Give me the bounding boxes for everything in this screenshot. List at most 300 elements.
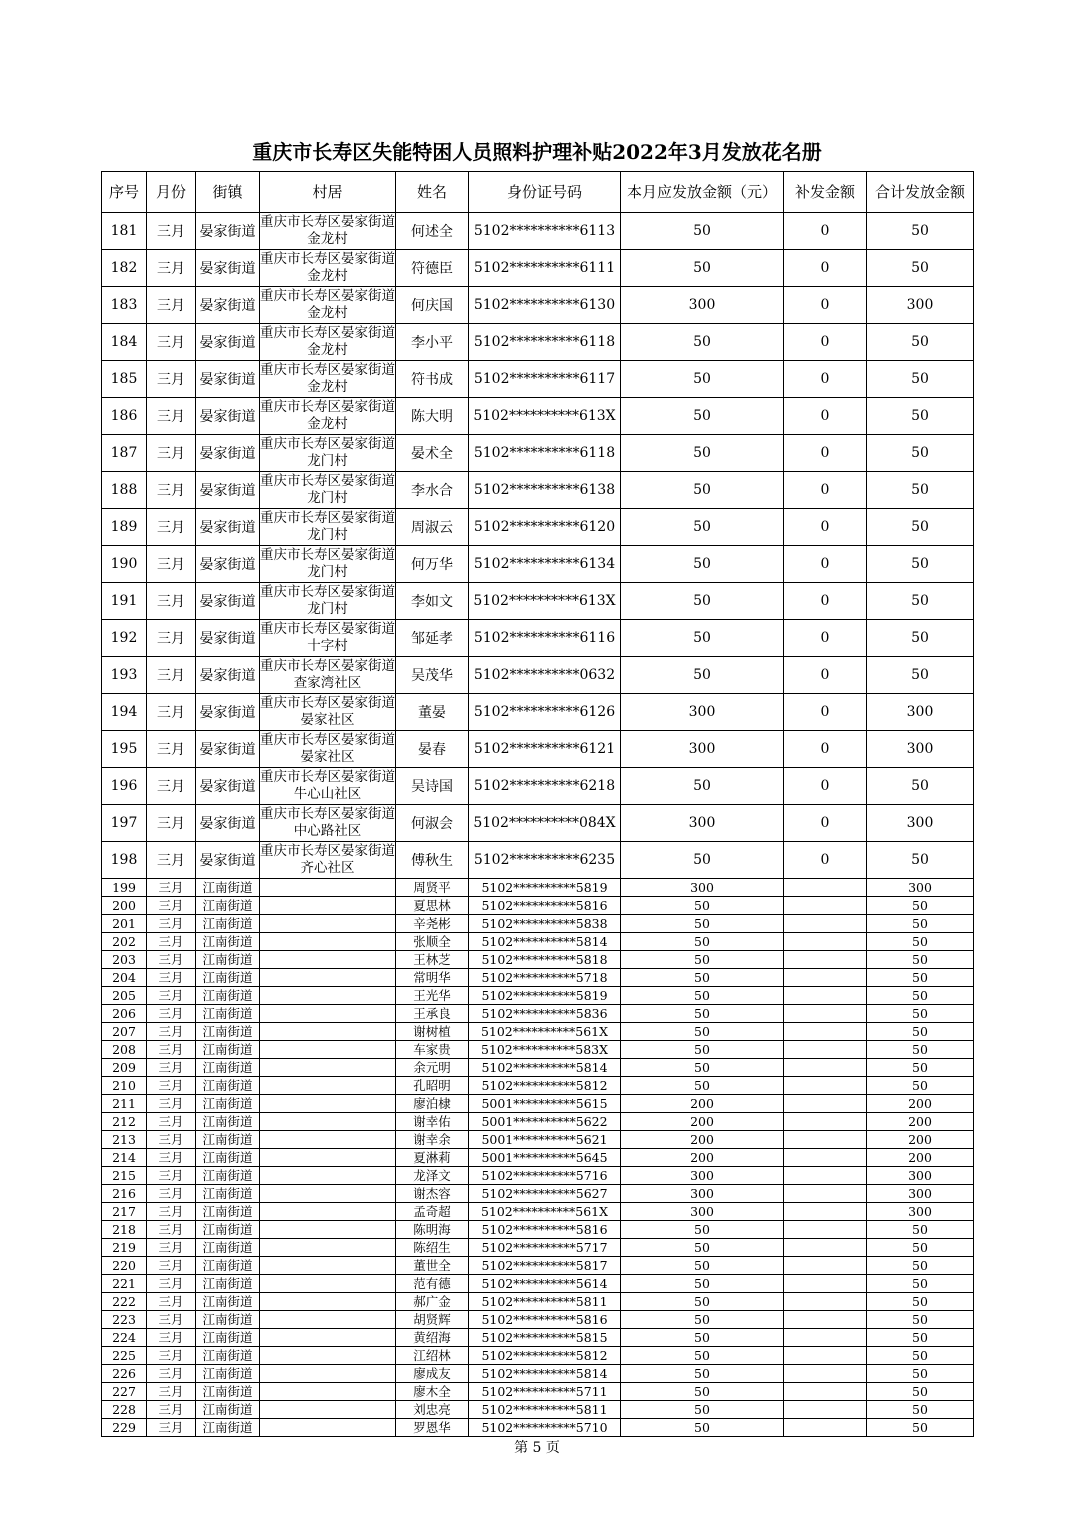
cell-village: 重庆市长寿区晏家街道龙门村 bbox=[260, 546, 396, 583]
cell-village bbox=[260, 1203, 396, 1221]
cell-name: 符书成 bbox=[396, 361, 469, 398]
cell-id: 5102**********561X bbox=[469, 1023, 621, 1041]
cell-total: 50 bbox=[867, 1275, 974, 1293]
cell-amount: 50 bbox=[621, 1365, 784, 1383]
cell-no: 228 bbox=[102, 1401, 147, 1419]
cell-total: 50 bbox=[867, 1041, 974, 1059]
cell-back-pay bbox=[784, 879, 867, 897]
cell-name: 符德臣 bbox=[396, 250, 469, 287]
cell-no: 205 bbox=[102, 987, 147, 1005]
cell-id: 5102**********5816 bbox=[469, 1221, 621, 1239]
cell-name: 陈绍生 bbox=[396, 1239, 469, 1257]
cell-no: 206 bbox=[102, 1005, 147, 1023]
cell-amount: 50 bbox=[621, 1257, 784, 1275]
table-row bbox=[102, 1203, 974, 1221]
table-row bbox=[102, 583, 974, 620]
cell-town: 晏家街道 bbox=[196, 768, 260, 805]
cell-no: 216 bbox=[102, 1185, 147, 1203]
cell-month: 三月 bbox=[147, 897, 196, 915]
cell-village: 重庆市长寿区晏家街道龙门村 bbox=[260, 509, 396, 546]
cell-month: 三月 bbox=[147, 805, 196, 842]
cell-name: 廖泊棣 bbox=[396, 1095, 469, 1113]
cell-amount: 50 bbox=[621, 1329, 784, 1347]
cell-month: 三月 bbox=[147, 1185, 196, 1203]
cell-village bbox=[260, 1077, 396, 1095]
cell-id: 5102**********5814 bbox=[469, 1059, 621, 1077]
cell-back-pay: 0 bbox=[784, 435, 867, 472]
cell-town: 晏家街道 bbox=[196, 398, 260, 435]
cell-amount: 300 bbox=[621, 694, 784, 731]
cell-month: 三月 bbox=[147, 879, 196, 897]
cell-name: 王承良 bbox=[396, 1005, 469, 1023]
cell-back-pay bbox=[784, 1095, 867, 1113]
cell-id: 5001**********5615 bbox=[469, 1095, 621, 1113]
cell-back-pay bbox=[784, 933, 867, 951]
cell-name: 何庆国 bbox=[396, 287, 469, 324]
table-row bbox=[102, 1131, 974, 1149]
cell-back-pay: 0 bbox=[784, 361, 867, 398]
cell-total: 50 bbox=[867, 583, 974, 620]
cell-town: 晏家街道 bbox=[196, 287, 260, 324]
cell-town: 晏家街道 bbox=[196, 805, 260, 842]
cell-no: 185 bbox=[102, 361, 147, 398]
cell-month: 三月 bbox=[147, 398, 196, 435]
cell-name: 吴诗国 bbox=[396, 768, 469, 805]
table-row bbox=[102, 1383, 974, 1401]
table-row bbox=[102, 213, 974, 250]
cell-back-pay: 0 bbox=[784, 805, 867, 842]
cell-amount: 50 bbox=[621, 1419, 784, 1437]
cell-town: 江南街道 bbox=[196, 1167, 260, 1185]
cell-village: 重庆市长寿区晏家街道金龙村 bbox=[260, 213, 396, 250]
cell-id: 5102**********5836 bbox=[469, 1005, 621, 1023]
cell-town: 江南街道 bbox=[196, 1275, 260, 1293]
cell-id: 5102**********5838 bbox=[469, 915, 621, 933]
cell-village bbox=[260, 1095, 396, 1113]
table-row bbox=[102, 398, 974, 435]
cell-month: 三月 bbox=[147, 657, 196, 694]
cell-back-pay bbox=[784, 951, 867, 969]
cell-town: 晏家街道 bbox=[196, 583, 260, 620]
cell-amount: 50 bbox=[621, 768, 784, 805]
table-row bbox=[102, 951, 974, 969]
cell-back-pay bbox=[784, 1041, 867, 1059]
table-row bbox=[102, 1167, 974, 1185]
cell-id: 5102**********5811 bbox=[469, 1293, 621, 1311]
cell-amount: 50 bbox=[621, 1293, 784, 1311]
cell-id: 5102**********5811 bbox=[469, 1401, 621, 1419]
cell-id: 5102**********6121 bbox=[469, 731, 621, 768]
cell-name: 车家贵 bbox=[396, 1041, 469, 1059]
cell-village bbox=[260, 1293, 396, 1311]
cell-id: 5102**********6116 bbox=[469, 620, 621, 657]
cell-town: 江南街道 bbox=[196, 969, 260, 987]
cell-name: 李小平 bbox=[396, 324, 469, 361]
cell-name: 范有德 bbox=[396, 1275, 469, 1293]
cell-no: 187 bbox=[102, 435, 147, 472]
cell-total: 50 bbox=[867, 915, 974, 933]
cell-back-pay: 0 bbox=[784, 583, 867, 620]
cell-town: 江南街道 bbox=[196, 1257, 260, 1275]
cell-name: 周淑云 bbox=[396, 509, 469, 546]
cell-no: 184 bbox=[102, 324, 147, 361]
cell-no: 218 bbox=[102, 1221, 147, 1239]
table-row bbox=[102, 1275, 974, 1293]
cell-back-pay: 0 bbox=[784, 213, 867, 250]
cell-amount: 50 bbox=[621, 1077, 784, 1095]
cell-name: 张顺全 bbox=[396, 933, 469, 951]
cell-back-pay bbox=[784, 1005, 867, 1023]
cell-no: 229 bbox=[102, 1419, 147, 1437]
cell-town: 江南街道 bbox=[196, 987, 260, 1005]
cell-month: 三月 bbox=[147, 509, 196, 546]
cell-amount: 300 bbox=[621, 287, 784, 324]
cell-month: 三月 bbox=[147, 768, 196, 805]
cell-no: 188 bbox=[102, 472, 147, 509]
cell-back-pay: 0 bbox=[784, 842, 867, 879]
cell-no: 224 bbox=[102, 1329, 147, 1347]
table-row bbox=[102, 361, 974, 398]
cell-amount: 50 bbox=[621, 1221, 784, 1239]
table-row bbox=[102, 1113, 974, 1131]
cell-back-pay bbox=[784, 1059, 867, 1077]
cell-back-pay: 0 bbox=[784, 657, 867, 694]
cell-id: 5102**********6118 bbox=[469, 324, 621, 361]
cell-total: 50 bbox=[867, 1383, 974, 1401]
cell-amount: 200 bbox=[621, 1113, 784, 1131]
table-row bbox=[102, 731, 974, 768]
cell-amount: 200 bbox=[621, 1131, 784, 1149]
cell-name: 傅秋生 bbox=[396, 842, 469, 879]
cell-village bbox=[260, 1167, 396, 1185]
cell-name: 周贤平 bbox=[396, 879, 469, 897]
header-total: 合计发放金额 bbox=[867, 172, 974, 213]
cell-total: 50 bbox=[867, 897, 974, 915]
cell-village bbox=[260, 987, 396, 1005]
cell-month: 三月 bbox=[147, 1023, 196, 1041]
cell-name: 谢杰容 bbox=[396, 1185, 469, 1203]
cell-name: 邹延孝 bbox=[396, 620, 469, 657]
cell-no: 190 bbox=[102, 546, 147, 583]
cell-id: 5102**********583X bbox=[469, 1041, 621, 1059]
cell-village bbox=[260, 933, 396, 951]
cell-no: 219 bbox=[102, 1239, 147, 1257]
cell-id: 5102**********5819 bbox=[469, 879, 621, 897]
cell-no: 220 bbox=[102, 1257, 147, 1275]
cell-village: 重庆市长寿区晏家街道金龙村 bbox=[260, 250, 396, 287]
cell-village bbox=[260, 1221, 396, 1239]
cell-no: 221 bbox=[102, 1275, 147, 1293]
cell-amount: 50 bbox=[621, 213, 784, 250]
cell-village bbox=[260, 951, 396, 969]
cell-month: 三月 bbox=[147, 1059, 196, 1077]
cell-town: 江南街道 bbox=[196, 1203, 260, 1221]
cell-month: 三月 bbox=[147, 1167, 196, 1185]
cell-total: 50 bbox=[867, 933, 974, 951]
cell-amount: 50 bbox=[621, 583, 784, 620]
cell-back-pay bbox=[784, 1239, 867, 1257]
cell-back-pay bbox=[784, 1311, 867, 1329]
cell-total: 50 bbox=[867, 1239, 974, 1257]
cell-total: 50 bbox=[867, 213, 974, 250]
cell-total: 50 bbox=[867, 1365, 974, 1383]
cell-name: 李水合 bbox=[396, 472, 469, 509]
cell-back-pay bbox=[784, 987, 867, 1005]
cell-month: 三月 bbox=[147, 915, 196, 933]
table-row bbox=[102, 1221, 974, 1239]
cell-no: 204 bbox=[102, 969, 147, 987]
cell-back-pay bbox=[784, 1149, 867, 1167]
cell-village bbox=[260, 1347, 396, 1365]
cell-id: 5001**********5622 bbox=[469, 1113, 621, 1131]
table-row bbox=[102, 768, 974, 805]
cell-amount: 50 bbox=[621, 657, 784, 694]
cell-village: 重庆市长寿区晏家街道中心路社区 bbox=[260, 805, 396, 842]
cell-id: 5102**********5614 bbox=[469, 1275, 621, 1293]
cell-total: 50 bbox=[867, 620, 974, 657]
cell-no: 212 bbox=[102, 1113, 147, 1131]
table-row bbox=[102, 1329, 974, 1347]
cell-total: 50 bbox=[867, 657, 974, 694]
cell-name: 胡贤辉 bbox=[396, 1311, 469, 1329]
cell-id: 5102**********561X bbox=[469, 1203, 621, 1221]
cell-id: 5102**********5819 bbox=[469, 987, 621, 1005]
cell-village bbox=[260, 1149, 396, 1167]
cell-town: 晏家街道 bbox=[196, 657, 260, 694]
header-month: 月份 bbox=[147, 172, 196, 213]
cell-village bbox=[260, 1059, 396, 1077]
table-row bbox=[102, 324, 974, 361]
cell-town: 江南街道 bbox=[196, 1005, 260, 1023]
cell-id: 5102**********6218 bbox=[469, 768, 621, 805]
cell-amount: 50 bbox=[621, 546, 784, 583]
cell-back-pay: 0 bbox=[784, 620, 867, 657]
cell-month: 三月 bbox=[147, 324, 196, 361]
cell-no: 189 bbox=[102, 509, 147, 546]
cell-total: 50 bbox=[867, 1023, 974, 1041]
cell-name: 辛尧彬 bbox=[396, 915, 469, 933]
cell-total: 300 bbox=[867, 1203, 974, 1221]
cell-total: 50 bbox=[867, 1059, 974, 1077]
table-row bbox=[102, 987, 974, 1005]
cell-village bbox=[260, 1005, 396, 1023]
cell-amount: 50 bbox=[621, 915, 784, 933]
cell-town: 晏家街道 bbox=[196, 731, 260, 768]
cell-town: 江南街道 bbox=[196, 1221, 260, 1239]
cell-name: 谢幸余 bbox=[396, 1131, 469, 1149]
cell-village: 重庆市长寿区晏家街道牛心山社区 bbox=[260, 768, 396, 805]
table-row bbox=[102, 1185, 974, 1203]
cell-name: 王林芝 bbox=[396, 951, 469, 969]
cell-id: 5102**********6134 bbox=[469, 546, 621, 583]
cell-back-pay: 0 bbox=[784, 731, 867, 768]
table-row bbox=[102, 1419, 974, 1437]
cell-amount: 50 bbox=[621, 969, 784, 987]
cell-id: 5102**********5817 bbox=[469, 1257, 621, 1275]
table-row bbox=[102, 1005, 974, 1023]
cell-village bbox=[260, 1041, 396, 1059]
cell-month: 三月 bbox=[147, 1077, 196, 1095]
cell-amount: 50 bbox=[621, 1239, 784, 1257]
cell-name: 董世全 bbox=[396, 1257, 469, 1275]
cell-town: 江南街道 bbox=[196, 951, 260, 969]
cell-back-pay bbox=[784, 1401, 867, 1419]
cell-name: 陈大明 bbox=[396, 398, 469, 435]
cell-town: 江南街道 bbox=[196, 1365, 260, 1383]
cell-name: 常明华 bbox=[396, 969, 469, 987]
cell-total: 50 bbox=[867, 435, 974, 472]
cell-amount: 300 bbox=[621, 1203, 784, 1221]
cell-total: 50 bbox=[867, 250, 974, 287]
cell-amount: 50 bbox=[621, 250, 784, 287]
cell-name: 晏术全 bbox=[396, 435, 469, 472]
cell-village: 重庆市长寿区晏家街道龙门村 bbox=[260, 435, 396, 472]
table-row bbox=[102, 1347, 974, 1365]
cell-name: 余元明 bbox=[396, 1059, 469, 1077]
cell-id: 5102**********5814 bbox=[469, 933, 621, 951]
cell-amount: 50 bbox=[621, 472, 784, 509]
cell-village bbox=[260, 1113, 396, 1131]
cell-month: 三月 bbox=[147, 731, 196, 768]
cell-back-pay bbox=[784, 1185, 867, 1203]
cell-town: 江南街道 bbox=[196, 1311, 260, 1329]
cell-month: 三月 bbox=[147, 1419, 196, 1437]
cell-month: 三月 bbox=[147, 361, 196, 398]
table-row bbox=[102, 842, 974, 879]
table-row bbox=[102, 915, 974, 933]
cell-town: 江南街道 bbox=[196, 1059, 260, 1077]
cell-amount: 50 bbox=[621, 1347, 784, 1365]
table-row bbox=[102, 1023, 974, 1041]
cell-town: 江南街道 bbox=[196, 1131, 260, 1149]
cell-back-pay: 0 bbox=[784, 287, 867, 324]
cell-amount: 300 bbox=[621, 805, 784, 842]
cell-total: 200 bbox=[867, 1149, 974, 1167]
cell-back-pay bbox=[784, 1113, 867, 1131]
cell-amount: 50 bbox=[621, 435, 784, 472]
cell-total: 200 bbox=[867, 1113, 974, 1131]
header-back-pay: 补发金额 bbox=[784, 172, 867, 213]
cell-village: 重庆市长寿区晏家街道查家湾社区 bbox=[260, 657, 396, 694]
cell-town: 江南街道 bbox=[196, 1185, 260, 1203]
page-title: 重庆市长寿区失能特困人员照料护理补贴2022年3月发放花名册 bbox=[252, 140, 822, 164]
cell-month: 三月 bbox=[147, 1275, 196, 1293]
cell-town: 晏家街道 bbox=[196, 694, 260, 731]
cell-no: 225 bbox=[102, 1347, 147, 1365]
cell-id: 5102**********5818 bbox=[469, 951, 621, 969]
cell-village bbox=[260, 1239, 396, 1257]
cell-no: 197 bbox=[102, 805, 147, 842]
cell-month: 三月 bbox=[147, 1383, 196, 1401]
header-name: 姓名 bbox=[396, 172, 469, 213]
table-row bbox=[102, 1365, 974, 1383]
cell-town: 江南街道 bbox=[196, 1113, 260, 1131]
table-row bbox=[102, 250, 974, 287]
cell-id: 5102**********5710 bbox=[469, 1419, 621, 1437]
cell-name: 江绍林 bbox=[396, 1347, 469, 1365]
cell-total: 50 bbox=[867, 361, 974, 398]
cell-back-pay bbox=[784, 1293, 867, 1311]
cell-total: 50 bbox=[867, 1419, 974, 1437]
cell-back-pay: 0 bbox=[784, 324, 867, 361]
cell-no: 199 bbox=[102, 879, 147, 897]
cell-total: 50 bbox=[867, 324, 974, 361]
cell-month: 三月 bbox=[147, 1365, 196, 1383]
cell-month: 三月 bbox=[147, 435, 196, 472]
cell-id: 5102**********6138 bbox=[469, 472, 621, 509]
cell-town: 晏家街道 bbox=[196, 213, 260, 250]
cell-total: 50 bbox=[867, 768, 974, 805]
cell-back-pay: 0 bbox=[784, 398, 867, 435]
cell-amount: 200 bbox=[621, 1149, 784, 1167]
cell-id: 5102**********6120 bbox=[469, 509, 621, 546]
cell-no: 186 bbox=[102, 398, 147, 435]
cell-id: 5102**********0632 bbox=[469, 657, 621, 694]
cell-town: 晏家街道 bbox=[196, 472, 260, 509]
cell-month: 三月 bbox=[147, 583, 196, 620]
cell-village: 重庆市长寿区晏家街道龙门村 bbox=[260, 583, 396, 620]
cell-back-pay bbox=[784, 1023, 867, 1041]
cell-id: 5102**********6235 bbox=[469, 842, 621, 879]
cell-back-pay bbox=[784, 1419, 867, 1437]
table-row bbox=[102, 1311, 974, 1329]
cell-month: 三月 bbox=[147, 1149, 196, 1167]
table-row bbox=[102, 694, 974, 731]
cell-name: 孔昭明 bbox=[396, 1077, 469, 1095]
cell-no: 200 bbox=[102, 897, 147, 915]
cell-back-pay bbox=[784, 1383, 867, 1401]
cell-village bbox=[260, 1365, 396, 1383]
table-row bbox=[102, 933, 974, 951]
cell-no: 217 bbox=[102, 1203, 147, 1221]
cell-month: 三月 bbox=[147, 1005, 196, 1023]
cell-town: 晏家街道 bbox=[196, 546, 260, 583]
cell-total: 50 bbox=[867, 1293, 974, 1311]
cell-total: 300 bbox=[867, 879, 974, 897]
page-number: 第 5 页 bbox=[514, 1440, 560, 1456]
cell-amount: 50 bbox=[621, 1383, 784, 1401]
cell-id: 5102**********5816 bbox=[469, 897, 621, 915]
cell-no: 181 bbox=[102, 213, 147, 250]
cell-month: 三月 bbox=[147, 250, 196, 287]
cell-id: 5102**********6126 bbox=[469, 694, 621, 731]
cell-village bbox=[260, 915, 396, 933]
cell-town: 江南街道 bbox=[196, 1239, 260, 1257]
cell-no: 213 bbox=[102, 1131, 147, 1149]
cell-month: 三月 bbox=[147, 1257, 196, 1275]
cell-town: 晏家街道 bbox=[196, 250, 260, 287]
cell-month: 三月 bbox=[147, 842, 196, 879]
cell-no: 223 bbox=[102, 1311, 147, 1329]
cell-no: 198 bbox=[102, 842, 147, 879]
cell-name: 夏淋莉 bbox=[396, 1149, 469, 1167]
table-row bbox=[102, 1059, 974, 1077]
cell-id: 5102**********613X bbox=[469, 398, 621, 435]
cell-total: 50 bbox=[867, 472, 974, 509]
table-row bbox=[102, 805, 974, 842]
cell-month: 三月 bbox=[147, 546, 196, 583]
cell-town: 江南街道 bbox=[196, 879, 260, 897]
cell-total: 50 bbox=[867, 1329, 974, 1347]
table-row bbox=[102, 1401, 974, 1419]
table-row bbox=[102, 1239, 974, 1257]
cell-no: 191 bbox=[102, 583, 147, 620]
cell-name: 廖木全 bbox=[396, 1383, 469, 1401]
cell-back-pay: 0 bbox=[784, 768, 867, 805]
cell-month: 三月 bbox=[147, 1239, 196, 1257]
cell-id: 5102**********6113 bbox=[469, 213, 621, 250]
cell-village bbox=[260, 1275, 396, 1293]
